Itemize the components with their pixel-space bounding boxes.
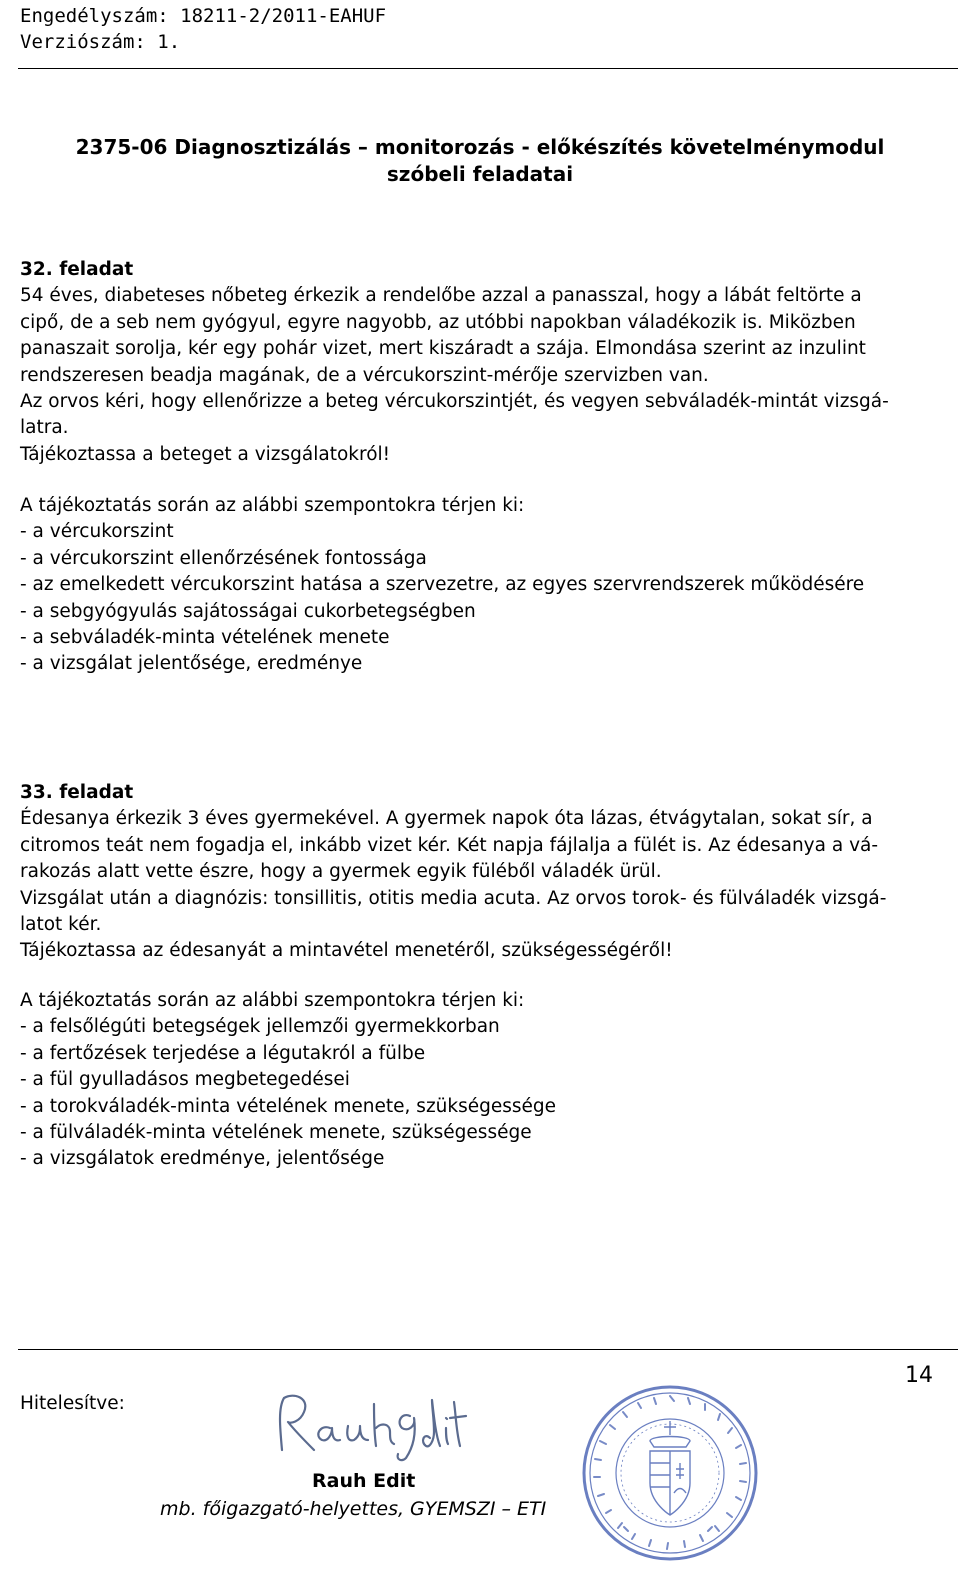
footer-divider [18,1349,958,1350]
task-32 [20,257,945,468]
list-item: - az emelkedett vércukorszint hatása a szervezetre, az egyes szervrendszerek működésére [20,574,865,596]
task-33 [20,780,945,965]
list-item: - a fertőzések terjedése a légutakról a fülbe [20,1042,426,1064]
list-item: - a vércukorszint [20,521,174,543]
task-33-line: Tájékoztassa az édesanyát a mintavétel menetéről, szükségességéről! [20,940,673,962]
task-33-line: Vizsgálat után a diagnózis: tonsillitis, otitis media acuta. Az orvos torok- és fülváladék vizsgá- [20,887,887,909]
page-number: 14 [905,1363,933,1388]
official-seal [580,1383,760,1563]
task-33-points-intro: A tájékoztatás során az alábbi szempontokra térjen ki: [20,990,525,1011]
task-32-heading: 32. feladat [20,259,134,280]
task-33-line: latot kér. [20,914,102,936]
task-33-heading: 33. feladat [20,782,134,803]
signer-role: mb. főigazgató-helyettes, GYEMSZI – ETI [160,1498,547,1520]
task-32-points [20,493,945,678]
title-line-1: 2375-06 Diagnosztizálás – monitorozás - előkészítés követelménymodul [75,135,885,159]
task-32-line: latra. [20,417,69,439]
document-header [20,3,386,55]
list-item: - a sebváladék-minta vételének menete [20,627,390,649]
task-32-line: rendszeresen beadja magának, de a vércukorszint-mérője szervizben van. [20,364,709,386]
task-32-line: Tájékoztassa a beteget a vizsgálatokról! [20,443,391,465]
header-divider [18,68,958,69]
task-33-points [20,988,945,1173]
task-33-line: citromos teát nem fogadja el, inkább vizet kér. Két napja fájlalja a fülét is. Az édesanya a vá- [20,834,879,856]
list-item: - a vércukorszint ellenőrzésének fontossága [20,547,427,569]
list-item: - a sebgyógyulás sajátosságai cukorbetegségben [20,600,476,622]
authenticated-label: Hitelesítve: [20,1393,125,1414]
title-line-2: szóbeli feladatai [386,162,574,186]
task-32-line: 54 éves, diabeteses nőbeteg érkezik a rendelőbe azzal a panasszal, hogy a lábát feltörte a [20,285,862,307]
handwritten-signature [270,1388,470,1470]
task-33-line: Édesanya érkezik 3 éves gyermekével. A gyermek napok óta lázas, étvágytalan, sokat sír, a [20,808,873,830]
signer-name: Rauh Edit [312,1470,416,1492]
list-item: - a torokváladék-minta vételének menete, szükségessége [20,1095,557,1117]
list-item: - a fülváladék-minta vételének menete, szükségessége [20,1122,532,1144]
task-32-line: Az orvos kéri, hogy ellenőrizze a beteg vércukorszintjét, és vegyen sebváladék-mintát vizsgá- [20,391,889,413]
version-number: Verziószám: 1. [20,31,181,53]
task-32-line: cipő, de a seb nem gyógyul, egyre nagyobb, az utóbbi napokban váladékozik is. Miközben [20,311,856,333]
license-number: Engedélyszám: 18211-2/2011-EAHUF [20,5,387,27]
list-item: - a fül gyulladásos megbetegedései [20,1069,350,1091]
list-item: - a vizsgálatok eredménye, jelentősége [20,1148,385,1170]
list-item: - a felsőlégúti betegségek jellemzői gyermekkorban [20,1016,500,1038]
task-33-line: rakozás alatt vette észre, hogy a gyermek egyik füléből váladék ürül. [20,861,662,883]
task-32-line: panaszait sorolja, kér egy pohár vizet, mert kiszáradt a szája. Elmondása szerint az inzulint [20,338,866,360]
task-32-points-intro: A tájékoztatás során az alábbi szempontokra térjen ki: [20,495,525,516]
page-title [18,134,942,188]
list-item: - a vizsgálat jelentősége, eredménye [20,653,363,675]
